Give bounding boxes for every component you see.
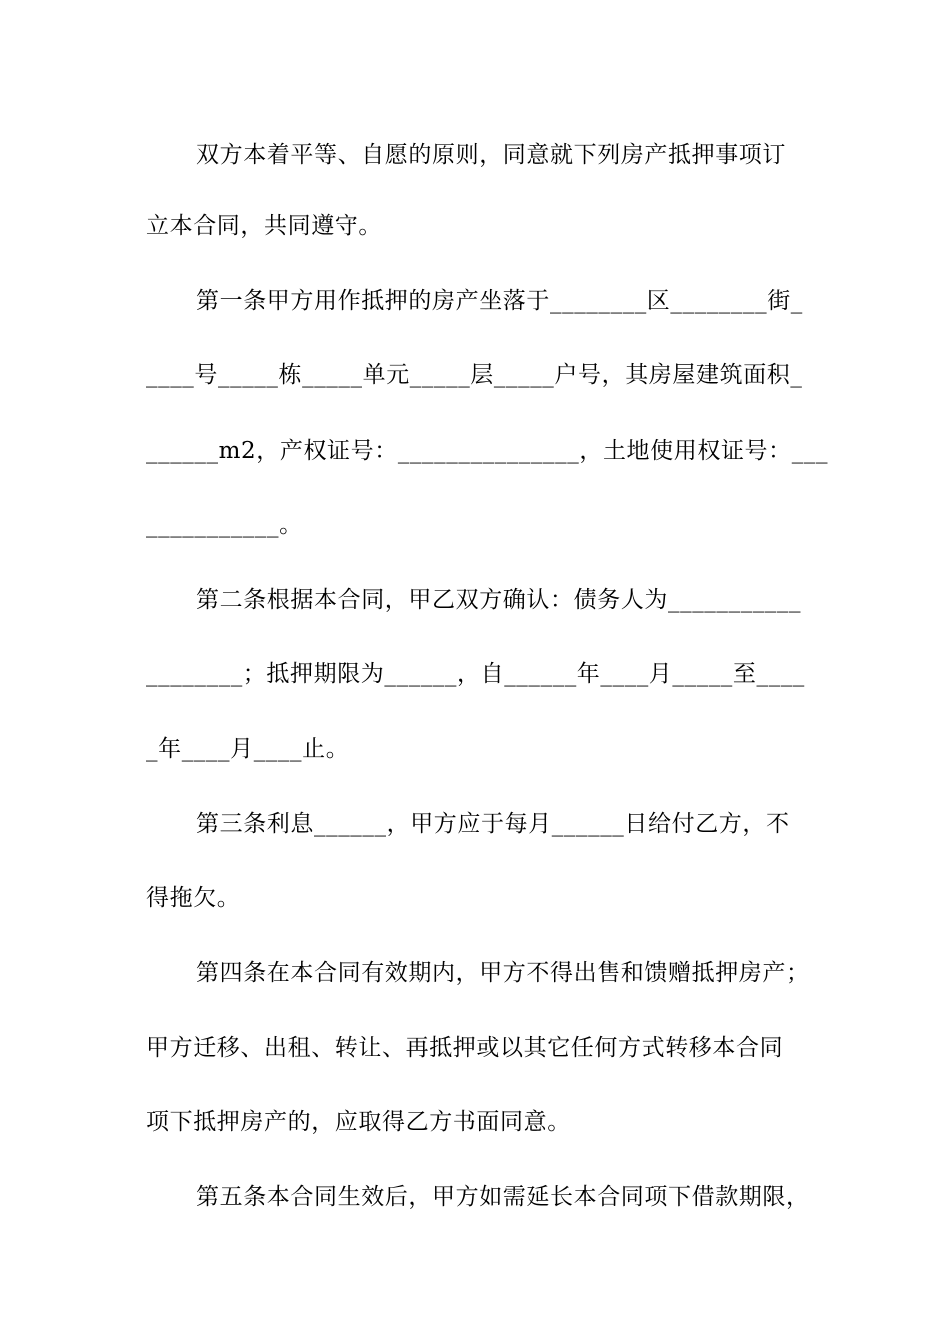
paragraph-line: 双方本着平等、自愿的原则，同意就下列房产抵押事项订 bbox=[196, 142, 786, 168]
article-2-line: 第二条根据本合同，甲乙双方确认：债务人为___________ bbox=[196, 587, 802, 613]
article-1-line: ______m2，产权证号：_______________，土地使用权证号：___ bbox=[146, 438, 829, 464]
article-4-line: 项下抵押房产的，应取得乙方书面同意。 bbox=[146, 1109, 571, 1135]
paragraph-line: 立本合同，共同遵守。 bbox=[146, 213, 382, 239]
article-1-line: 第一条甲方用作抵押的房产坐落于________区________街_ bbox=[196, 288, 803, 314]
article-5-line: 第五条本合同生效后，甲方如需延长本合同项下借款期限， bbox=[196, 1184, 810, 1210]
article-3-line: 第三条利息______，甲方应于每月______日给付乙方，不 bbox=[196, 811, 790, 837]
article-3-line: 得拖欠。 bbox=[146, 885, 241, 911]
article-1-line: ____号_____栋_____单元_____层_____户号，其房屋建筑面积_ bbox=[146, 362, 803, 388]
article-4-line: 甲方迁移、出租、转让、再抵押或以其它任何方式转移本合同 bbox=[146, 1035, 784, 1061]
article-2-line: ________；抵押期限为______，自______年____月_____至____ bbox=[146, 661, 805, 687]
article-4-line: 第四条在本合同有效期内，甲方不得出售和馈赠抵押房产； bbox=[196, 960, 810, 986]
article-2-line: _年____月____止。 bbox=[146, 736, 350, 762]
article-1-line: ___________。 bbox=[146, 512, 303, 538]
